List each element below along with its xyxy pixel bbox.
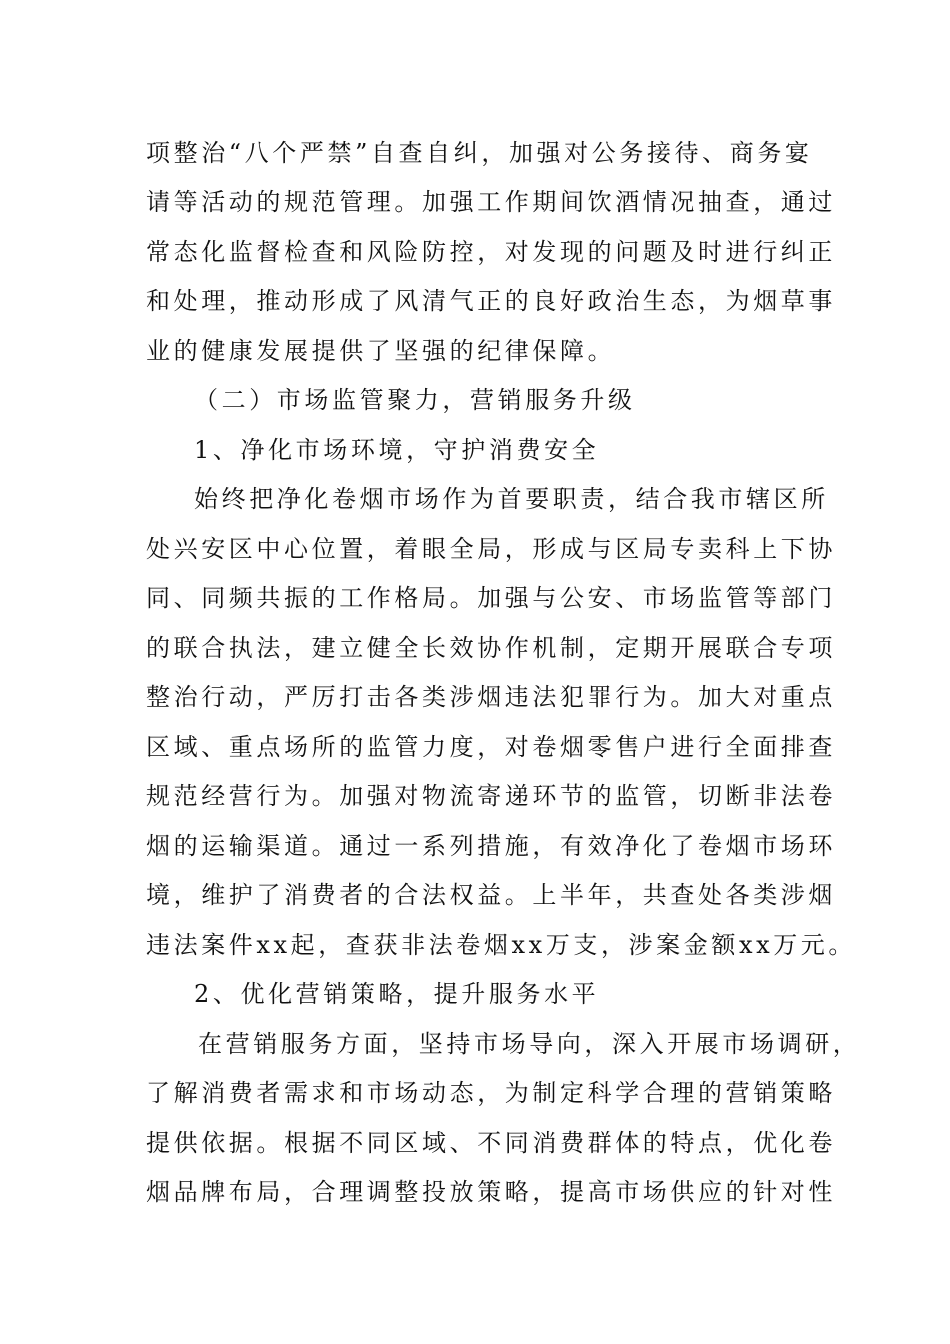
subsection-heading: 1、净化市场环境，守护消费安全 — [194, 436, 600, 464]
body-text-line: 处兴安区中心位置，着眼全局，形成与区局专卖科上下协 — [146, 535, 836, 563]
body-text-line: 规范经营行为。加强对物流寄递环节的监管，切断非法卷 — [146, 782, 836, 810]
body-text-line: 始终把净化卷烟市场作为首要职责，结合我市辖区所 — [194, 485, 829, 513]
body-text-line: 常态化监督检查和风险防控，对发现的问题及时进行纠正 — [146, 238, 836, 266]
body-text-line: 请等活动的规范管理。加强工作期间饮酒情况抽查，通过 — [146, 188, 836, 216]
section-heading: （二）市场监管聚力，营销服务升级 — [194, 386, 636, 414]
body-text-line: 提供依据。根据不同区域、不同消费群体的特点，优化卷 — [146, 1129, 836, 1157]
body-text-line: 和处理，推动形成了风清气正的良好政治生态，为烟草事 — [146, 287, 836, 315]
subsection-heading: 2、优化营销策略，提升服务水平 — [194, 980, 600, 1008]
body-text-line: 的联合执法，建立健全长效协作机制，定期开展联合专项 — [146, 634, 836, 662]
body-text-line: 烟品牌布局，合理调整投放策略，提高市场供应的针对性 — [146, 1178, 836, 1206]
body-text-line: 在营销服务方面，坚持市场导向，深入开展市场调研， — [198, 1030, 861, 1058]
body-text-line: 烟的运输渠道。通过一系列措施，有效净化了卷烟市场环 — [146, 832, 836, 860]
body-text-line: 区域、重点场所的监管力度，对卷烟零售户进行全面排查 — [146, 733, 836, 761]
body-text-line: 项整治“八个严禁”自查自纠，加强对公务接待、商务宴 — [146, 139, 813, 167]
body-text-line: 业的健康发展提供了坚强的纪律保障。 — [146, 337, 616, 365]
body-text-line: 了解消费者需求和市场动态，为制定科学合理的营销策略 — [146, 1079, 836, 1107]
body-text-line: 同、同频共振的工作格局。加强与公安、市场监管等部门 — [146, 584, 836, 612]
body-text-line: 违法案件xx起，查获非法卷烟xx万支，涉案金额xx万元。 — [146, 931, 857, 959]
body-text-line: 境，维护了消费者的合法权益。上半年，共查处各类涉烟 — [146, 881, 836, 909]
body-text-line: 整治行动，严厉打击各类涉烟违法犯罪行为。加大对重点 — [146, 683, 836, 711]
